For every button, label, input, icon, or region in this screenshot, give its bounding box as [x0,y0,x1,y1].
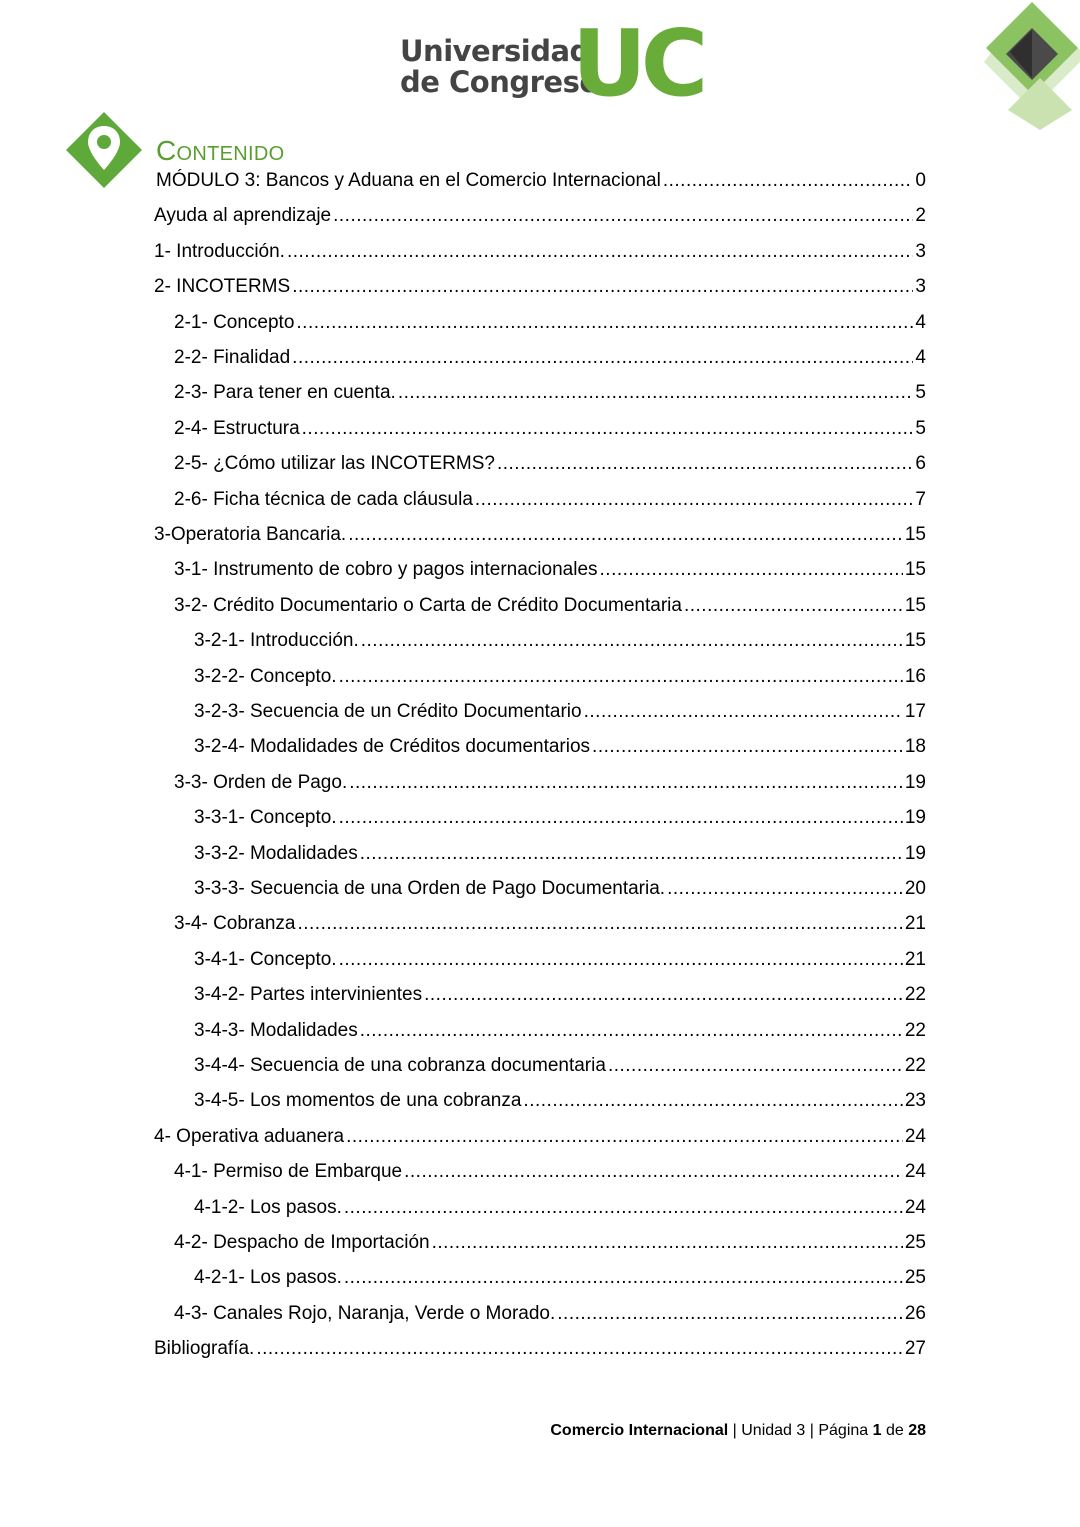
toc-entry[interactable] [194,874,926,904]
toc-entry[interactable] [174,909,926,939]
toc-dot-leader [297,909,902,939]
toc-entry-title: 3-3-1- Concepto. [194,807,337,829]
toc-dot-leader [344,1193,903,1223]
logo-wordmark [400,36,599,98]
toc-entry[interactable] [174,414,926,444]
toc-entry-page: 3 [915,276,926,298]
toc-entry-title: 3-2- Crédito Documentario o Carta de Crédito Documentaria [174,594,682,616]
toc-entry-title: 2-3- Para tener en cuenta. [174,382,396,404]
toc-dot-leader [256,1334,903,1364]
toc-dot-leader [302,414,914,444]
toc-dot-leader [557,1299,903,1329]
toc-entry-title: 3-4- Cobranza [174,913,296,935]
toc-entry[interactable] [194,1016,926,1046]
toc-dot-leader [684,591,903,621]
toc-dot-leader [475,485,914,515]
toc-entry-title: 2-4- Estructura [174,417,300,439]
toc-entry-page: 25 [904,1232,926,1253]
toc-entry-title: 3-4-1- Concepto. [194,948,337,970]
toc-entry-title: 4-2-1- Los pasos. [194,1267,342,1289]
toc-entry-title: 3-2-4- Modalidades de Créditos documentarios [194,736,591,758]
toc-entry-page: 24 [904,1196,926,1218]
toc-entry-title: 2-1- Concepto [174,311,295,333]
toc-entry[interactable] [194,1051,926,1081]
toc-entry[interactable] [174,378,926,408]
toc-entry-title: 3-Operatoria Bancaria. [154,524,347,545]
toc-entry[interactable] [174,555,926,585]
toc-entry-page: 24 [904,1125,926,1147]
toc-entry-title: 3-4-2- Partes intervinientes [194,984,423,1006]
toc-entry[interactable] [174,449,926,479]
toc-dot-leader [497,449,913,479]
toc-dot-leader [339,662,903,692]
toc-dot-leader [432,1228,903,1258]
toc-entry-page: 16 [904,665,926,687]
toc-entry-page: 21 [904,948,926,970]
toc-dot-leader [404,1157,903,1187]
toc-entry[interactable] [174,1157,926,1187]
footer-course: Comercio Internacional [550,1422,729,1439]
toc-entry-page: 24 [904,1161,926,1183]
toc-entry[interactable] [194,697,926,727]
toc-entry-title: 2-5- ¿Cómo utilizar las INCOTERMS? [174,453,495,475]
corner-diamond-decoration [980,0,1080,130]
logo-line-2: de Congreso [400,65,599,99]
toc-entry-page: 21 [904,913,926,935]
toc-entry-title: Ayuda al aprendizaje [154,205,332,227]
toc-entry-page: 22 [904,1019,926,1041]
footer-separator: | [728,1422,742,1439]
toc-entry[interactable] [194,945,926,975]
toc-entry-title: 3-3-3- Secuencia de una Orden de Pago Documentaria. [194,878,666,899]
footer-of-label: de [881,1422,909,1439]
toc-dot-leader [344,1263,903,1293]
toc-entry-title: 4- Operativa aduanera [154,1125,345,1147]
toc-entry-title: 3-4-3- Modalidades [194,1019,358,1041]
toc-dot-leader [584,697,903,727]
page-footer [550,1420,926,1442]
toc-entry-page: 4 [915,347,926,368]
toc-entry-title: 2-6- Ficha técnica de cada cláusula [174,488,473,510]
footer-page-number: 1 [872,1422,882,1439]
toc-entry[interactable] [154,1122,926,1152]
toc-entry-page: 19 [904,842,926,864]
toc-entry-title: 3-2-2- Concepto. [194,665,337,687]
toc-dot-leader [339,945,903,975]
toc-dot-leader [349,768,903,798]
toc-entry-page: 27 [904,1338,926,1360]
toc-entry[interactable] [194,980,926,1010]
footer-separator: | [805,1422,819,1439]
toc-entry-page: 23 [904,1090,926,1112]
toc-dot-leader [667,874,903,904]
page-title: Contenido [156,135,285,166]
toc-entry[interactable] [154,272,926,302]
toc-dot-leader [663,166,914,196]
toc-entry[interactable] [174,1228,926,1258]
toc-dot-leader [608,1051,903,1081]
toc-entry[interactable] [194,1193,926,1223]
toc-entry-page: 3 [915,240,926,262]
toc-entry[interactable] [194,1086,926,1116]
toc-dot-leader [339,803,903,833]
university-logo [400,10,703,117]
toc-entry-page: 22 [904,984,926,1006]
toc-entry-page: 2 [915,205,926,227]
toc-dot-leader [600,555,903,585]
toc-entry-page: 19 [904,807,926,829]
toc-entry-page: 5 [915,417,926,439]
toc-entry-page: 19 [904,771,926,793]
toc-entry-page: 6 [915,453,926,475]
toc-entry-page: 18 [904,736,926,758]
toc-entry-title: 3-3- Orden de Pago. [174,771,348,793]
toc-entry[interactable] [174,308,926,338]
toc-entry-page: 5 [915,382,926,404]
toc-entry-page: 15 [904,594,926,616]
footer-unit: Unidad 3 [741,1422,806,1439]
toc-entry-page: 26 [904,1302,926,1324]
toc-entry[interactable] [194,732,926,762]
toc-entry-page: 17 [904,701,926,722]
toc-dot-leader [360,839,903,869]
toc-entry-title: 4-3- Canales Rojo, Naranja, Verde o Morado. [174,1302,556,1324]
footer-total-pages: 28 [908,1422,926,1439]
toc-entry-title: 4-1- Permiso de Embarque [174,1161,403,1183]
toc-entry[interactable] [194,803,926,833]
toc-entry-title: 2- INCOTERMS [154,276,291,298]
toc-dot-leader [592,732,903,762]
toc-entry[interactable] [194,626,926,656]
toc-entry-title: 3-4-4- Secuencia de una cobranza documentaria [194,1055,606,1076]
toc-dot-leader [523,1086,902,1116]
toc-entry-title: 3-1- Instrumento de cobro y pagos internacionales [174,559,598,581]
toc-entry-page: 7 [915,488,926,510]
logo-line-1: Universidad [400,34,590,68]
toc-entry[interactable] [156,166,926,196]
toc-entry[interactable] [174,343,926,373]
toc-dot-leader [424,980,903,1010]
toc-entry-title: 3-2-1- Introducción. [194,630,359,652]
toc-entry-page: 15 [904,559,926,581]
toc-entry-page: 25 [904,1267,926,1289]
toc-dot-leader [398,378,914,408]
toc-entry-page: 0 [915,170,926,191]
toc-dot-leader [287,237,913,267]
toc-entry-page: 22 [904,1055,926,1076]
toc-dot-leader [292,272,913,302]
toc-entry-title: 3-3-2- Modalidades [194,842,358,864]
toc-entry[interactable] [174,1299,926,1329]
toc-entry-title: 3-4-5- Los momentos de una cobranza [194,1090,522,1112]
toc-entry-title: 4-2- Despacho de Importación [174,1232,430,1253]
location-pin-icon [66,112,142,188]
toc-entry-title: 3-2-3- Secuencia de un Crédito Documentario [194,701,582,722]
toc-entry-page: 15 [904,630,926,652]
toc-entry-title: 2-2- Finalidad [174,347,291,368]
toc-entry-title: 4-1-2- Los pasos. [194,1196,342,1218]
toc-entry-title: MÓDULO 3: Bancos y Aduana en el Comercio Internacional [156,170,661,191]
toc-dot-leader [333,201,913,231]
toc-entry[interactable] [194,839,926,869]
toc-entry-page: 4 [915,311,926,333]
toc-entry-page: 20 [904,878,926,899]
toc-entry[interactable] [174,591,926,621]
toc-entry[interactable] [154,520,926,550]
toc-entry[interactable] [174,485,926,515]
toc-dot-leader [361,626,903,656]
logo-mark: UC [572,10,703,117]
toc-entry-title: Bibliografía. [154,1338,255,1360]
toc-dot-leader [296,308,913,338]
toc-entry-title: 1- Introducción. [154,240,285,262]
toc-dot-leader [346,1122,903,1152]
toc-entry[interactable] [174,768,926,798]
footer-page-label: Página [818,1422,873,1439]
toc-entry[interactable] [194,662,926,692]
toc-entry[interactable] [194,1263,926,1293]
toc-entry[interactable] [154,201,926,231]
toc-entry-page: 15 [904,524,926,545]
toc-dot-leader [360,1016,903,1046]
toc-dot-leader [348,520,903,550]
toc-entry[interactable] [154,237,926,267]
toc-dot-leader [292,343,913,373]
toc-entry[interactable] [154,1334,926,1364]
